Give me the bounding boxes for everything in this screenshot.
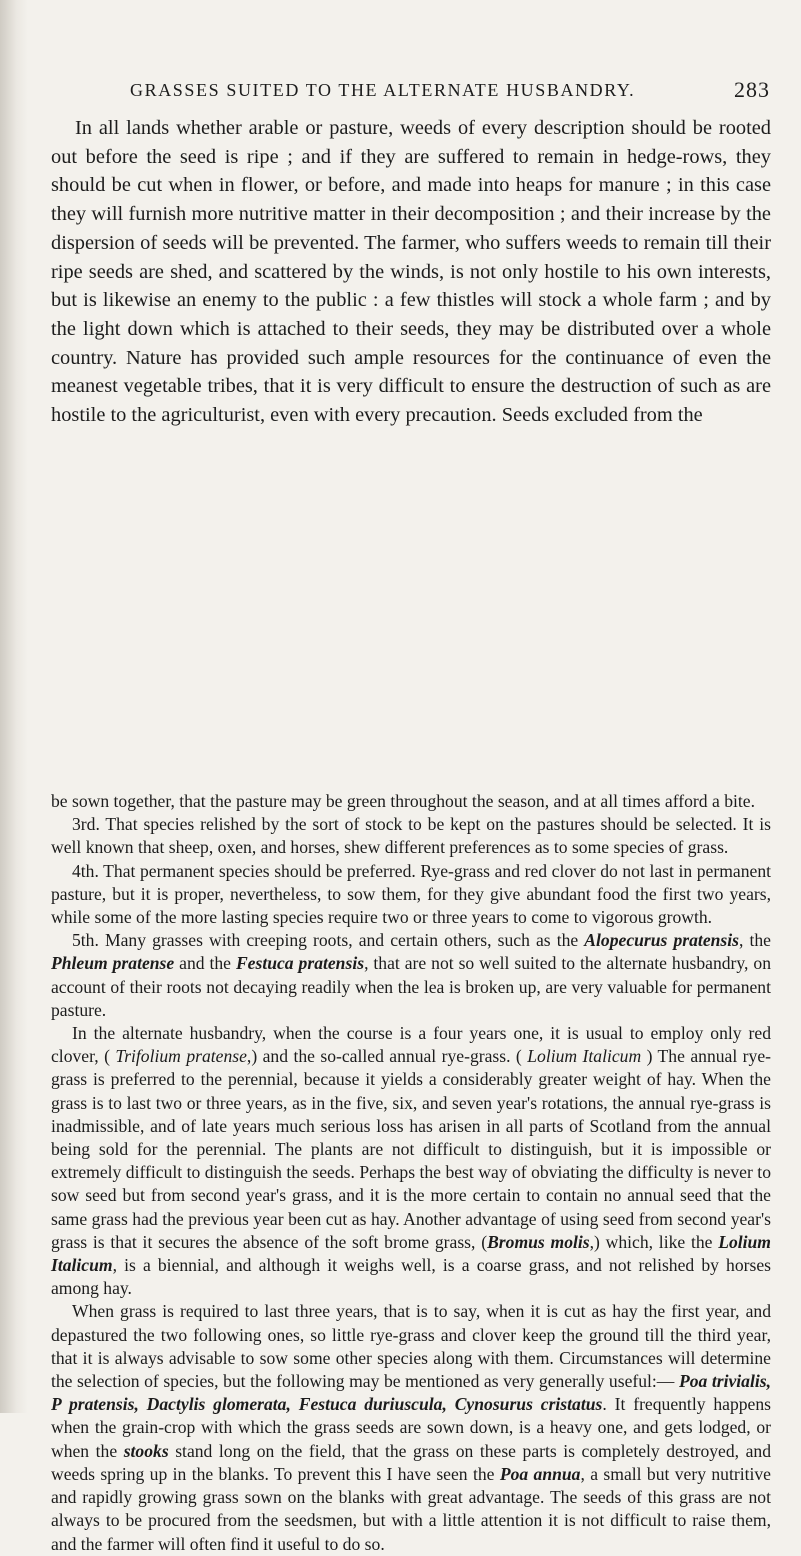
paragraph-fifth-rule xyxy=(51,929,771,1022)
running-head xyxy=(130,77,770,110)
paragraph-third-rule: 3rd. That species relished by the sort of stock to be kept on the pastures should be selected. It is well known that sheep, oxen, and horses, shew different preferences as to some species of grass. xyxy=(51,814,771,858)
species-name: Trifolium pratense xyxy=(115,1046,247,1067)
page-number: 283 xyxy=(734,77,770,102)
species-name: Lolium Italicum xyxy=(527,1046,642,1067)
species-list: Poa trivialis, P pratensis, Dactylis glomerata, Festuca duriuscula, Cynosurus cristatus xyxy=(51,1371,771,1415)
term-stooks: stooks xyxy=(123,1440,169,1461)
species-name: Alopecurus pratensis xyxy=(584,930,739,951)
species-name: Poa annua xyxy=(499,1463,581,1484)
species-name: Festuca pratensis xyxy=(235,953,365,974)
text-run: ,) and the so-called annual rye-grass. ( xyxy=(246,1046,528,1067)
upper-passage: In all lands whether arable or pasture, weeds of every description should be rooted out before the seed is ripe ; and if they are suffered to remain in hedge-rows, they should be cut when in flower, or before, and made into heaps for manure ; in this case they will furnish more nutritive matter in their decomposition ; and their increase by the dispersion of seeds will be prevented. The farmer, who suffers weeds to remain till their ripe seeds are shed, and scattered by the winds, is not only hostile to his own interests, but is likewise an enemy to the public : a few thistles will stock a whole farm ; and by the light down which is attached to their seeds, they may be distributed over a whole country. Nature has provided such ample resources for the continuance of even the meanest vegetable tribes, that it is very difficult to ensure the destruction of such as are hostile to the agriculturist, even with every precaution. Seeds excluded from the xyxy=(51,117,771,427)
text-run: ) The annual rye-grass is preferred to the perennial, because it yields a considerably greater weight of hay. When the grass is to last two or three years, as in the five, six, and seven year's rotations, the annual rye-grass is inadmissible, and of late years much serious loss has arisen in all parts of Scotland from the annual being sold for the perennial. The plants are not difficult to distinguish, but it is impossible or extremely difficult to distinguish the seeds. Perhaps the best way of obviating the difficulty is never to sow seed but from second year's grass, and it is the more certain to contain no annual seed that the same grass had the previous year been cut as hay. Another advantage of using seed from second year's grass is that it secures the absence of the soft brome grass, ( xyxy=(51,1046,771,1252)
species-name: Bromus molis xyxy=(487,1231,590,1252)
running-title: GRASSES SUITED TO THE ALTERNATE HUSBANDRY. xyxy=(130,80,636,100)
text-run: In the alternate husbandry, when the course is a four years one, it is usual to employ only red clover, ( xyxy=(51,1023,771,1067)
paragraph-fourth-rule: 4th. That permanent species should be preferred. Rye-grass and red clover do not last in permanent pasture, but it is proper, nevertheless, to sow them, for they give abundant food the first two years, while some of the more lasting species require two or three years to come to vigorous growth. xyxy=(51,860,771,928)
text-run: and the xyxy=(174,953,236,974)
text-run: . It frequently happens when the grain-crop with which the grass seeds are sown down, is a heavy one, and gets lodged, or when the xyxy=(51,1394,772,1461)
page-gutter-shadow xyxy=(0,0,28,1413)
text-run: ,) which, like the xyxy=(589,1231,719,1252)
text-run: , is a biennial, and although it weighs well, is a coarse grass, and not relished by horses among hay. xyxy=(51,1255,771,1299)
paragraph-continuation: be sown together, that the pasture may be green throughout the season, and at all times afford a bite. xyxy=(51,791,755,811)
lower-passage xyxy=(51,790,771,1556)
paragraph-alternate-husbandry xyxy=(51,1022,771,1300)
paragraph-three-year-grass xyxy=(51,1300,771,1555)
species-name: Phleum pratense xyxy=(51,953,175,974)
text-run: 5th. Many grasses with creeping roots, and certain others, such as the xyxy=(72,930,585,951)
text-run: , that are not so well suited to the alternate husbandry, on account of their roots not decaying readily when the lea is broken up, are very valuable for permanent pasture. xyxy=(51,953,771,1020)
text-run: , a small but very nutritive and rapidly growing grass sown on the blanks with great advantage. The seeds of this grass are not always to be procured from the seedsmen, but with a little attention it is not difficult to raise them, and the farmer will often find it useful to do so. xyxy=(51,1463,771,1554)
text-run: , the xyxy=(739,930,771,951)
text-run: When grass is required to last three years, that is to say, when it is cut as hay the first year, and depastured the two following ones, so little rye-grass and clover keep the ground till the third year, that it is always advisable to sow some other species along with them. Circumstances will determine the selection of species, but the following may be mentioned as very generally useful:— xyxy=(51,1301,771,1392)
text-run: stand long on the field, that the grass on these parts is completely destroyed, and weeds spring up in the blanks. To prevent this I have seen the xyxy=(51,1440,771,1484)
species-name: Lolium Italicum xyxy=(51,1231,771,1276)
